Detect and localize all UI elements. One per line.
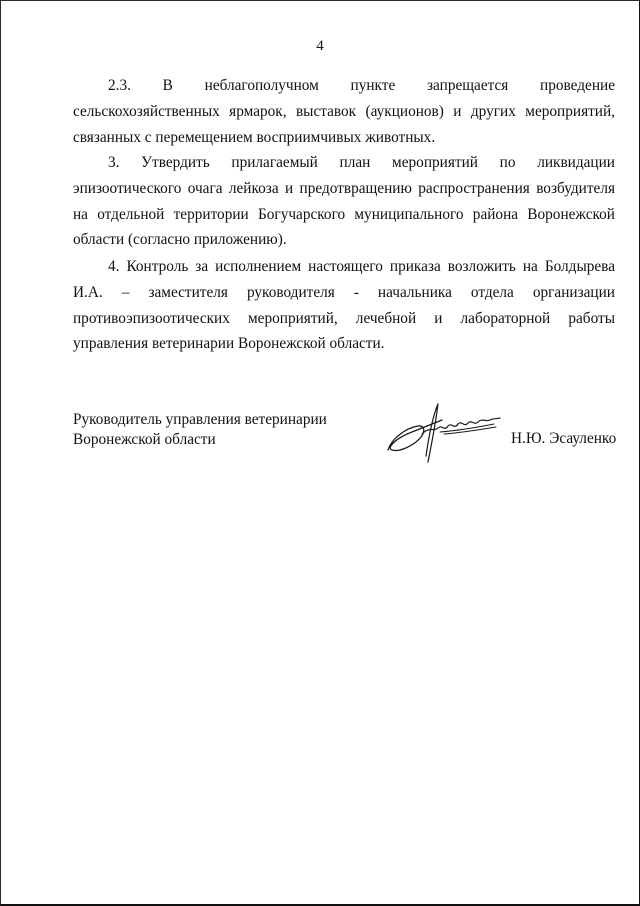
signatory-title-line1: Руководитель управления ветеринарии (73, 411, 327, 428)
paragraph-3: 3. Утвердить прилагаемый план мероприятий по ликвидации эпизоотического очага лейкоза и предотвращению распространения возбудителя на отдельной территории Богучарского муниципального района Воронежской области (согласно приложению). (73, 154, 615, 249)
signatory-title-line2: Воронежской области (73, 431, 216, 448)
paragraph-4: 4. Контроль за исполнением настоящего приказа возложить на Болдырева И.А. – заместителя руководителя - начальника отдела организации противоэпизоотических мероприятий, лечебной и лабораторной работы управления ветеринарии Воронежской области. (73, 258, 615, 353)
handwritten-signature (382, 398, 502, 468)
signatory-title (73, 410, 373, 450)
page-number: 4 (316, 38, 324, 54)
paragraph-2-3: 2.3. В неблагополучном пункте запрещается проведение сельскохозяйственных ярмарок, выставок (аукционов) и других мероприятий, связанных с перемещением восприимчивых животных. (73, 77, 615, 146)
signatory-name: Н.Ю. Эсауленко (511, 430, 617, 447)
